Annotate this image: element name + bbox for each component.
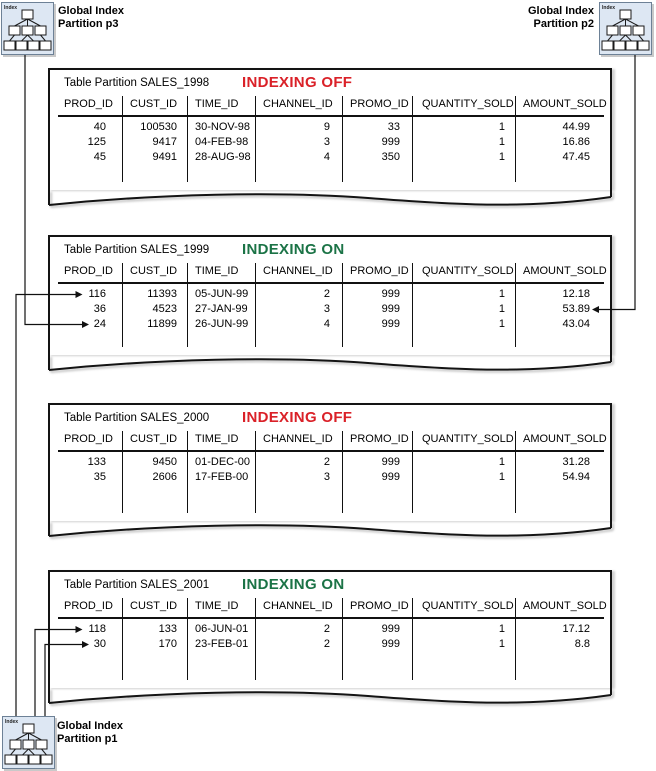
sheet-title: Table Partition SALES_1999 (64, 244, 210, 256)
table-cell: 118 (88, 623, 106, 635)
table-cell: 999 (381, 288, 400, 300)
column-header: TIME_ID (195, 265, 239, 277)
svg-text:Index: Index (4, 5, 18, 11)
table-cell: 133 (87, 456, 106, 468)
table-cell: 125 (87, 136, 106, 148)
column-header: AMOUNT_SOLD (523, 98, 607, 110)
index-btree-icon-p1 (2, 716, 55, 769)
column-header: QUANTITY_SOLD (422, 433, 514, 445)
table-cell: 4 (323, 151, 330, 163)
table-cell: 100530 (140, 121, 177, 133)
table-cell: 26-JUN-99 (195, 318, 249, 330)
table-cell: 999 (381, 638, 400, 650)
table-cell: 1 (498, 471, 505, 483)
table-partition-sheet (48, 570, 612, 688)
table-cell: 12.18 (562, 288, 590, 300)
column-header: CUST_ID (130, 265, 178, 277)
table-cell: 999 (381, 471, 400, 483)
table-cell: 116 (88, 288, 106, 300)
table-cell: 04-FEB-98 (195, 136, 249, 148)
table-cell: 1 (498, 456, 505, 468)
index-partition-p2-label (528, 5, 594, 31)
torn-edge (48, 190, 612, 216)
column-header: AMOUNT_SOLD (523, 600, 607, 612)
index-btree-icon-p3 (1, 2, 54, 55)
indexing-status-label: INDEXING OFF (242, 409, 353, 426)
table-cell: 9417 (152, 136, 177, 148)
table-row (50, 302, 610, 317)
table-cell: 01-DEC-00 (195, 456, 251, 468)
table-cell: 2 (323, 456, 330, 468)
indexing-status-label: INDEXING OFF (242, 74, 353, 91)
table-cell: 9 (323, 121, 330, 133)
table-row (50, 637, 610, 652)
table-cell: 999 (381, 623, 400, 635)
label-line: Global Index (58, 5, 125, 17)
table-cell: 47.45 (562, 151, 590, 163)
table-cell: 43.04 (562, 318, 590, 330)
table-cell: 53.89 (562, 303, 590, 315)
table-cell: 30 (93, 638, 106, 650)
column-header: TIME_ID (195, 98, 239, 110)
label-line: Partition p2 (533, 18, 594, 30)
table-cell: 11393 (147, 288, 177, 300)
table-cell: 3 (323, 471, 330, 483)
header-rule (58, 115, 604, 117)
table-cell: 11899 (147, 318, 177, 330)
column-header: CHANNEL_ID (263, 600, 333, 612)
column-header: TIME_ID (195, 600, 239, 612)
table-cell: 4 (323, 318, 330, 330)
table-cell: 4523 (152, 303, 177, 315)
table-cell: 1 (498, 136, 505, 148)
table-cell: 06-JUN-01 (195, 623, 249, 635)
table-cell: 9491 (152, 151, 177, 163)
table-cell: 54.94 (562, 471, 590, 483)
column-header: CUST_ID (130, 98, 178, 110)
table-cell: 27-JAN-99 (195, 303, 248, 315)
table-cell: 16.86 (562, 136, 590, 148)
table-cell: 999 (381, 318, 400, 330)
table-row (50, 150, 610, 165)
table-row (50, 135, 610, 150)
column-header: AMOUNT_SOLD (523, 433, 607, 445)
table-cell: 31.28 (562, 456, 590, 468)
table-cell: 350 (381, 151, 400, 163)
label-line: Global Index (57, 720, 124, 732)
table-cell: 1 (498, 121, 505, 133)
table-cell: 1 (498, 288, 505, 300)
table-partition-sheet (48, 68, 612, 190)
column-header: CHANNEL_ID (263, 98, 333, 110)
table-cell: 35 (93, 471, 106, 483)
column-headers (50, 600, 610, 612)
table-cell: 33 (387, 121, 400, 133)
table-cell: 17-FEB-00 (195, 471, 249, 483)
table-cell: 999 (381, 303, 400, 315)
column-header: PROD_ID (64, 600, 113, 612)
column-header: AMOUNT_SOLD (523, 265, 607, 277)
table-cell: 28-AUG-98 (195, 151, 251, 163)
torn-edge (48, 355, 612, 381)
column-header: QUANTITY_SOLD (422, 600, 514, 612)
table-cell: 44.99 (562, 121, 590, 133)
table-cell: 2 (323, 638, 330, 650)
table-cell: 45 (93, 151, 106, 163)
svg-text:Index: Index (602, 5, 616, 11)
index-partition-p3-label (58, 5, 124, 31)
table-row (50, 287, 610, 302)
column-header: PROD_ID (64, 98, 113, 110)
table-cell: 2 (323, 623, 330, 635)
sheet-title: Table Partition SALES_1998 (64, 77, 210, 89)
column-headers (50, 433, 610, 445)
label-line: Global Index (527, 5, 594, 17)
column-header: TIME_ID (195, 433, 239, 445)
column-header: QUANTITY_SOLD (422, 98, 514, 110)
table-cell: 24 (93, 318, 106, 330)
label-line: Partition p1 (57, 733, 118, 745)
table-cell: 23-FEB-01 (195, 638, 249, 650)
table-cell: 170 (158, 638, 177, 650)
table-cell: 1 (498, 151, 505, 163)
table-cell: 133 (158, 623, 177, 635)
table-cell: 2606 (152, 471, 177, 483)
btree-icon (3, 717, 54, 768)
table-cell: 30-NOV-98 (195, 121, 251, 133)
indexing-status-label: INDEXING ON (242, 576, 345, 593)
table-row (50, 455, 610, 470)
btree-icon (600, 3, 651, 54)
table-cell: 36 (93, 303, 106, 315)
table-cell: 3 (323, 136, 330, 148)
table-cell: 8.8 (574, 638, 590, 650)
table-cell: 1 (498, 318, 505, 330)
table-cell: 2 (323, 288, 330, 300)
column-header: CUST_ID (130, 600, 178, 612)
column-header: PROD_ID (64, 265, 113, 277)
header-rule (58, 282, 604, 284)
column-header: CHANNEL_ID (263, 433, 333, 445)
header-rule (58, 450, 604, 452)
column-headers (50, 98, 610, 110)
table-partition-sheet (48, 403, 612, 521)
label-line: Partition p3 (58, 18, 119, 30)
column-header: PROMO_ID (350, 98, 409, 110)
column-header: QUANTITY_SOLD (422, 265, 514, 277)
table-cell: 999 (381, 136, 400, 148)
table-partition-sheet (48, 235, 612, 355)
table-cell: 999 (381, 456, 400, 468)
column-header: PROMO_ID (350, 433, 409, 445)
table-cell: 1 (498, 303, 505, 315)
table-cell: 9450 (152, 456, 177, 468)
header-rule (58, 617, 604, 619)
svg-text:Index: Index (5, 719, 19, 725)
torn-edge (48, 688, 612, 714)
column-header: CHANNEL_ID (263, 265, 333, 277)
table-cell: 17.12 (562, 623, 590, 635)
index-btree-icon-p2 (599, 2, 652, 55)
column-header: PROD_ID (64, 433, 113, 445)
column-header: PROMO_ID (350, 600, 409, 612)
table-cell: 05-JUN-99 (195, 288, 249, 300)
column-header: PROMO_ID (350, 265, 409, 277)
btree-icon (2, 3, 53, 54)
table-cell: 3 (323, 303, 330, 315)
table-row (50, 317, 610, 332)
index-partition-p1-label (57, 720, 123, 746)
table-cell: 1 (498, 623, 505, 635)
torn-edge (48, 521, 612, 547)
table-cell: 40 (93, 121, 106, 133)
indexing-status-label: INDEXING ON (242, 241, 345, 258)
column-header: CUST_ID (130, 433, 178, 445)
table-cell: 1 (498, 638, 505, 650)
table-row (50, 470, 610, 485)
column-headers (50, 265, 610, 277)
table-row (50, 622, 610, 637)
table-row (50, 120, 610, 135)
sheet-title: Table Partition SALES_2000 (64, 412, 210, 424)
sheet-title: Table Partition SALES_2001 (64, 579, 210, 591)
